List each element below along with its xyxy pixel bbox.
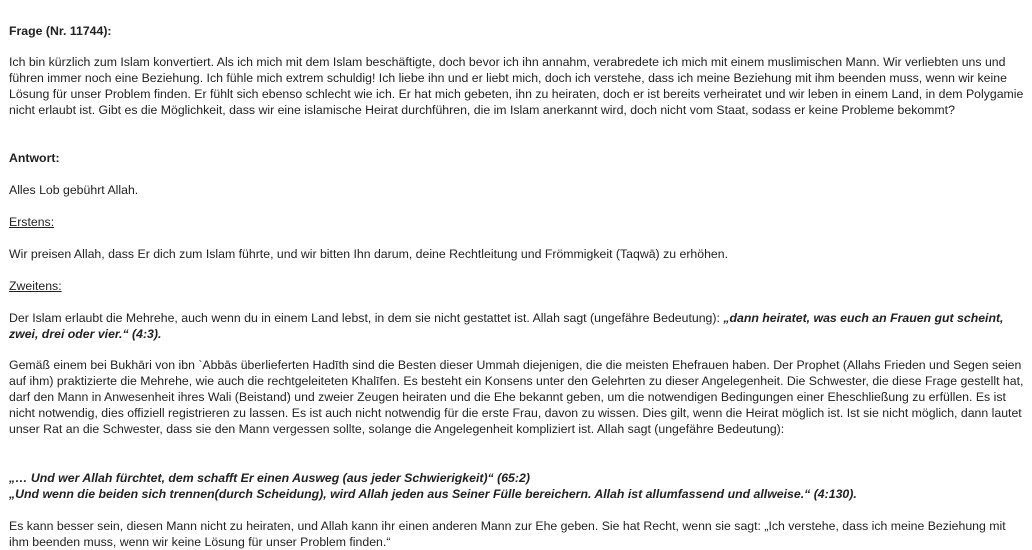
second-paragraph xyxy=(9,310,1025,342)
quote-65-2: „… Und wer Allah fürchtet, dem schafft Er einen Ausweg (aus jeder Schwierigkeit)“ (65:2) xyxy=(9,471,530,485)
second-heading: Zweitens: xyxy=(9,279,62,293)
second-quote: „dann heiratet, was euch an Frauen gut scheint, zwei, drei oder vier.“ (4:3). xyxy=(9,311,1004,341)
closing-text: Es kann besser sein, diesen Mann nicht zu heiraten, und Allah kann ihr einen anderen Mann zur Ehe geben. Sie hat Recht, wenn sie sagt: „Ich verstehe, dass ich meine Beziehung mit ihm beenden muss, wenn wir keine Lösung für unser Problem finden.“ xyxy=(9,519,1006,549)
praise-text: Alles Lob gebührt Allah. xyxy=(9,183,139,197)
quote-4-130: „Und wenn die beiden sich trennen(durch Scheidung), wird Allah jeden aus Seiner Fülle bereichern. Allah ist allumfassend und allweise.“ (4:130). xyxy=(9,487,857,501)
first-text: Wir preisen Allah, dass Er dich zum Islam führte, und wir bitten Ihn darum, deine Rechtleitung und Frömmigkeit (Taqwā) zu erhöhen. xyxy=(9,247,729,261)
question-text: Ich bin kürzlich zum Islam konvertiert. Als ich mich mit dem Islam beschäftigte, doch bevor ich ihn annahm, verabredete ich mich mit einem muslimischen Mann. Wir verliebten uns und führen immer noch eine Beziehung. Ich fühle mich extrem schuldig! Ich liebe ihn und er liebt mich, doch ich verstehe, dass ich meine Beziehung mit ihm beenden muss, wenn wir keine Lösung für unser Problem finden. Er fühlt sich ebenso schlecht wie ich. Er hat mich gebeten, ihn zu heiraten, doch er ist bereits verheiratet und wir leben in einem Land, in dem Polygamie nicht erlaubt ist. Gibt es die Möglichkeit, dass wir eine islamische Heirat durchführen, die im Islam anerkannt wird, doch nicht vom Staat, sodass er keine Probleme bekommt? xyxy=(9,55,1024,117)
second-text: Der Islam erlaubt die Mehrehe, auch wenn du in einem Land lebst, in dem sie nicht gestattet ist. Allah sagt (ungefähre Bedeutung): xyxy=(9,311,724,325)
hadith-text: Gemäß einem bei Bukhāri von ibn `Abbās überlieferten Hadīth sind die Besten dieser Ummah diejenigen, die die meisten Ehefrauen haben. Der Prophet (Allahs Frieden und Segen seien auf ihm) praktizierte die Mehrehe, wie auch die rechtgeleiteten Khalīfen. Es besteht ein Konsens unter den Gelehrten zu dieser Angelegenheit. Die Schwester, die diese Frage gestellt hat, darf den Mann in Anwesenheit ihres Wali (Beistand) und zweier Zeugen heiraten und die Ehe bekannt geben, um die notwendigen Bedingungen einer Eheschließung zu erfüllen. Es ist nicht notwendig, dies offiziell registrieren zu lassen. Es ist auch nicht notwendig für die erste Frau, davon zu wissen. Dies gilt, wenn die Heirat möglich ist. Ist sie nicht möglich, dann lautet unser Rat an die Schwester, dass sie den Mann vergessen sollte, solange die Angelegenheit kompliziert ist. Allah sagt (ungefähre Bedeutung): xyxy=(9,358,1024,436)
first-heading: Erstens: xyxy=(9,215,55,229)
answer-title: Antwort: xyxy=(9,151,60,165)
question-title: Frage (Nr. 11744): xyxy=(9,24,112,38)
